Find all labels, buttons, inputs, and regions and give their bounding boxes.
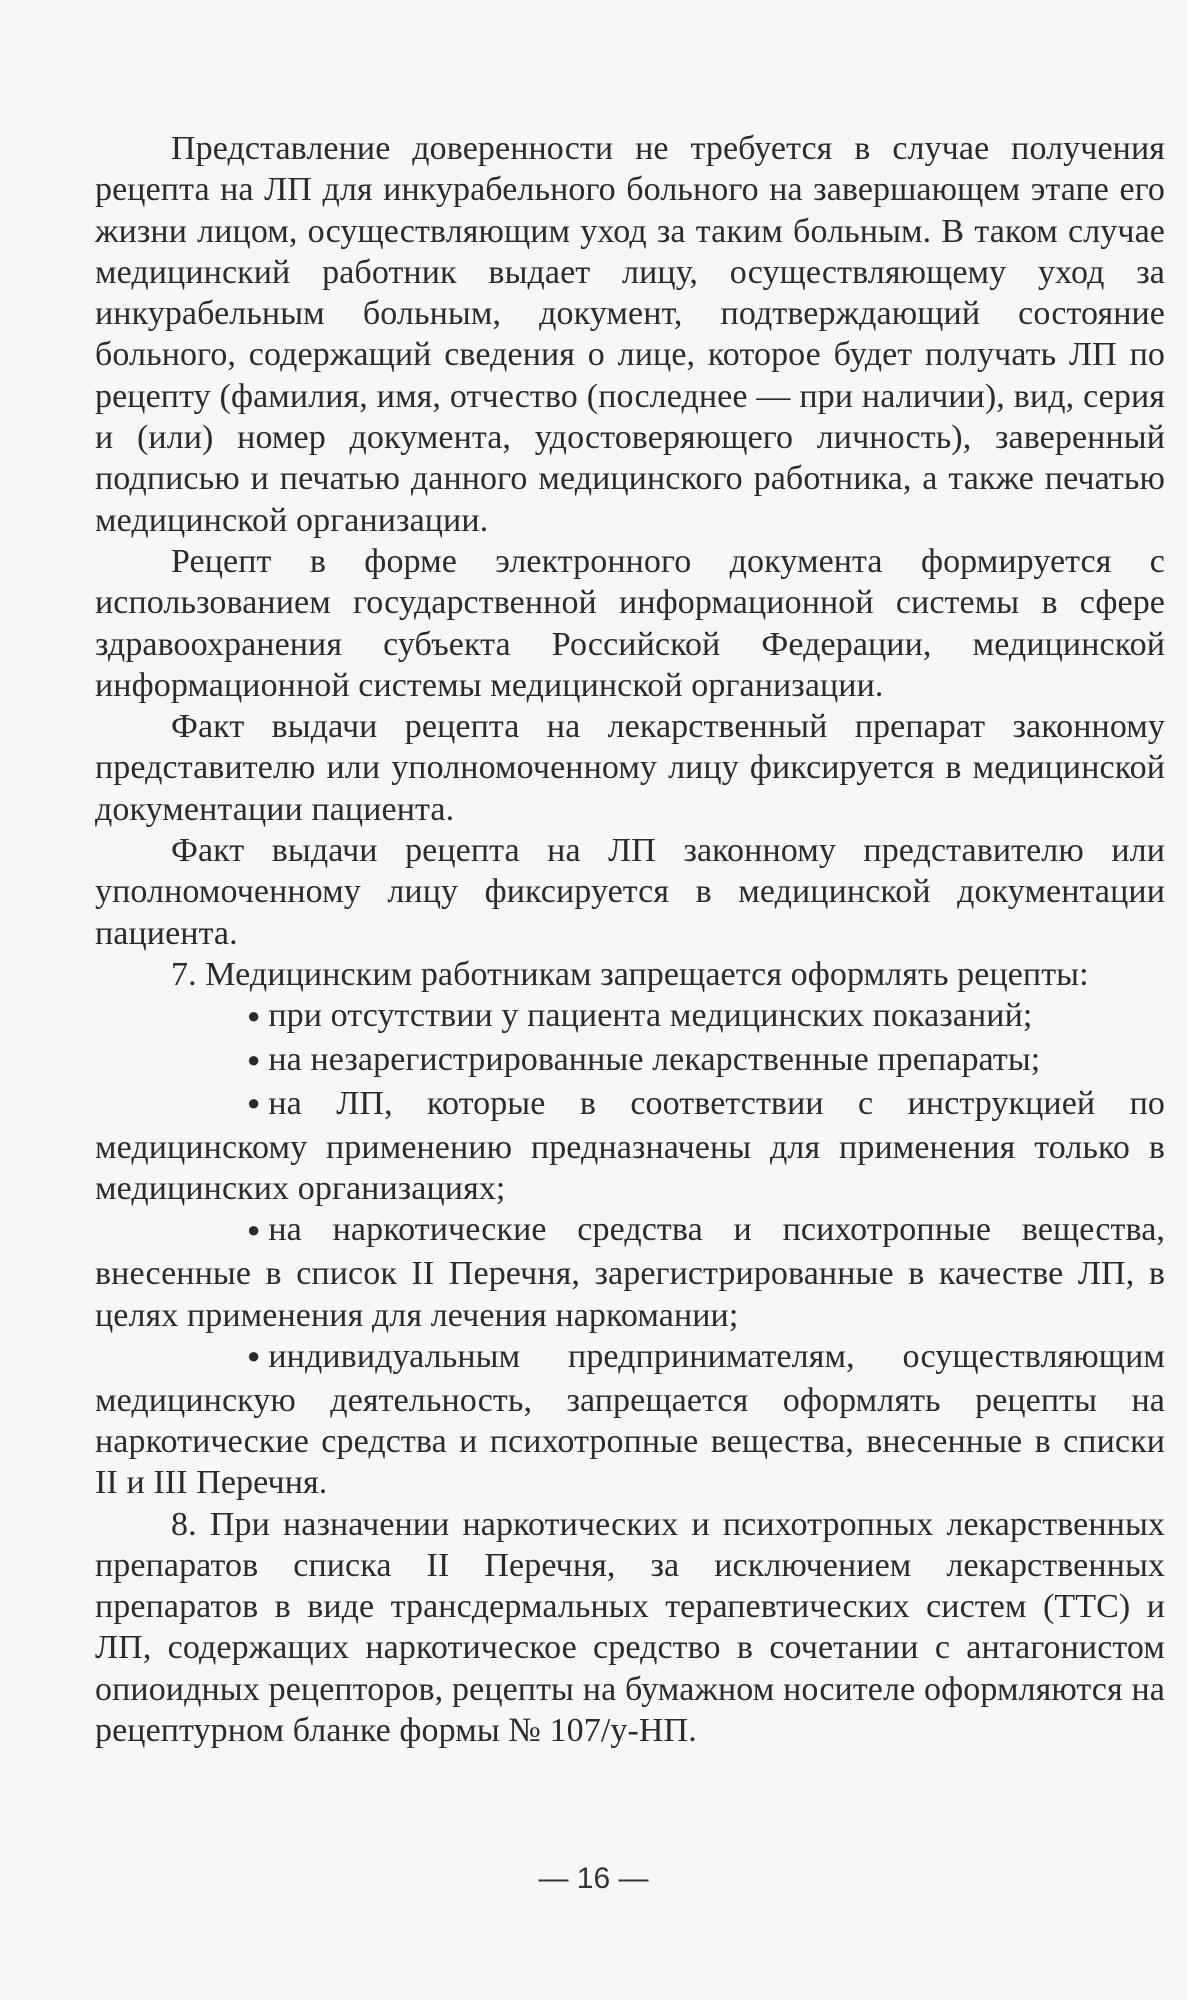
- bullet-item: [95, 995, 1165, 1039]
- paragraph: Факт выдачи рецепта на ЛП законному представителю или уполномоченному лицу фиксируется в медицинской документации пациента.: [95, 832, 1165, 952]
- section-paragraph: 8. При назначении наркотических и психотропных лекарственных препаратов списка II Перечня, за исключением лекарственных препаратов в виде трансдермальных терапевтических систем (ТТС) и ЛП, содержащих наркотическое средство в сочетании с антагонистом опиоидных рецепторов, рецепты на бумажном носителе оформляются на рецептурном бланке формы № 107/у-НП.: [95, 1505, 1165, 1750]
- body-text: [95, 128, 1165, 1751]
- bullet-text: индивидуальным предпринимателям, осуществляющим медицинскую деятельность, запрещается оформлять рецепты на наркотические средства и психотропные вещества, внесенные в списки II и III Перечня.: [95, 1337, 1165, 1502]
- section-heading: 7. Медицинским работникам запрещается оформлять рецепты:: [171, 955, 1089, 993]
- bullet-text: при отсутствии у пациента медицинских показаний;: [268, 997, 1033, 1035]
- bullet-text: на ЛП, которые в соответствии с инструкцией по медицинскому применению предназначены для применения только в медицинских организациях;: [95, 1084, 1165, 1208]
- bullet-icon: ●: [247, 1002, 261, 1028]
- bullet-icon: ●: [247, 1090, 261, 1116]
- bullet-item: [95, 1209, 1165, 1335]
- bullet-item: [95, 1336, 1165, 1504]
- bullet-text: на незарегистрированные лекарственные препараты;: [268, 1041, 1041, 1079]
- bullet-item: [95, 1039, 1165, 1083]
- paragraph: Факт выдачи рецепта на лекарственный препарат законному представителю или уполномоченному лицу фиксируется в медицинской документации пациента.: [95, 708, 1165, 828]
- bullet-text: на наркотические средства и психотропные вещества, внесенные в список II Перечня, зарегистрированные в качестве ЛП, в целях применения для лечения наркомании;: [95, 1211, 1165, 1334]
- bullet-icon: ●: [247, 1343, 261, 1369]
- paragraph: Рецепт в форме электронного документа формируется с использованием государственной информационной системы в сфере здравоохранения субъекта Российской Федерации, медицинской информационной системы медицинской организации.: [95, 542, 1165, 704]
- paragraph: Представление доверенности не требуется в случае получения рецепта на ЛП для инкурабельного больного на завершающем этапе его жизни лицом, осуществляющим уход за таким больным. В таком случае медицинский работник выдает лицу, осуществляющему уход за инкурабельным больным, документ, подтверждающий состояние больного, содержащий сведения о лице, которое будет получать ЛП по рецепту (фамилия, имя, отчество (последнее — при наличии), вид, серия и (или) номер документа, удостоверяющего личность), заверенный подписью и печатью данного медицинского работника, а также печатью медицинской организации.: [95, 130, 1165, 539]
- page-number: — 16 —: [538, 1862, 649, 1895]
- bullet-item: [95, 1083, 1165, 1209]
- bullet-icon: ●: [247, 1216, 261, 1242]
- bullet-icon: ●: [247, 1046, 261, 1072]
